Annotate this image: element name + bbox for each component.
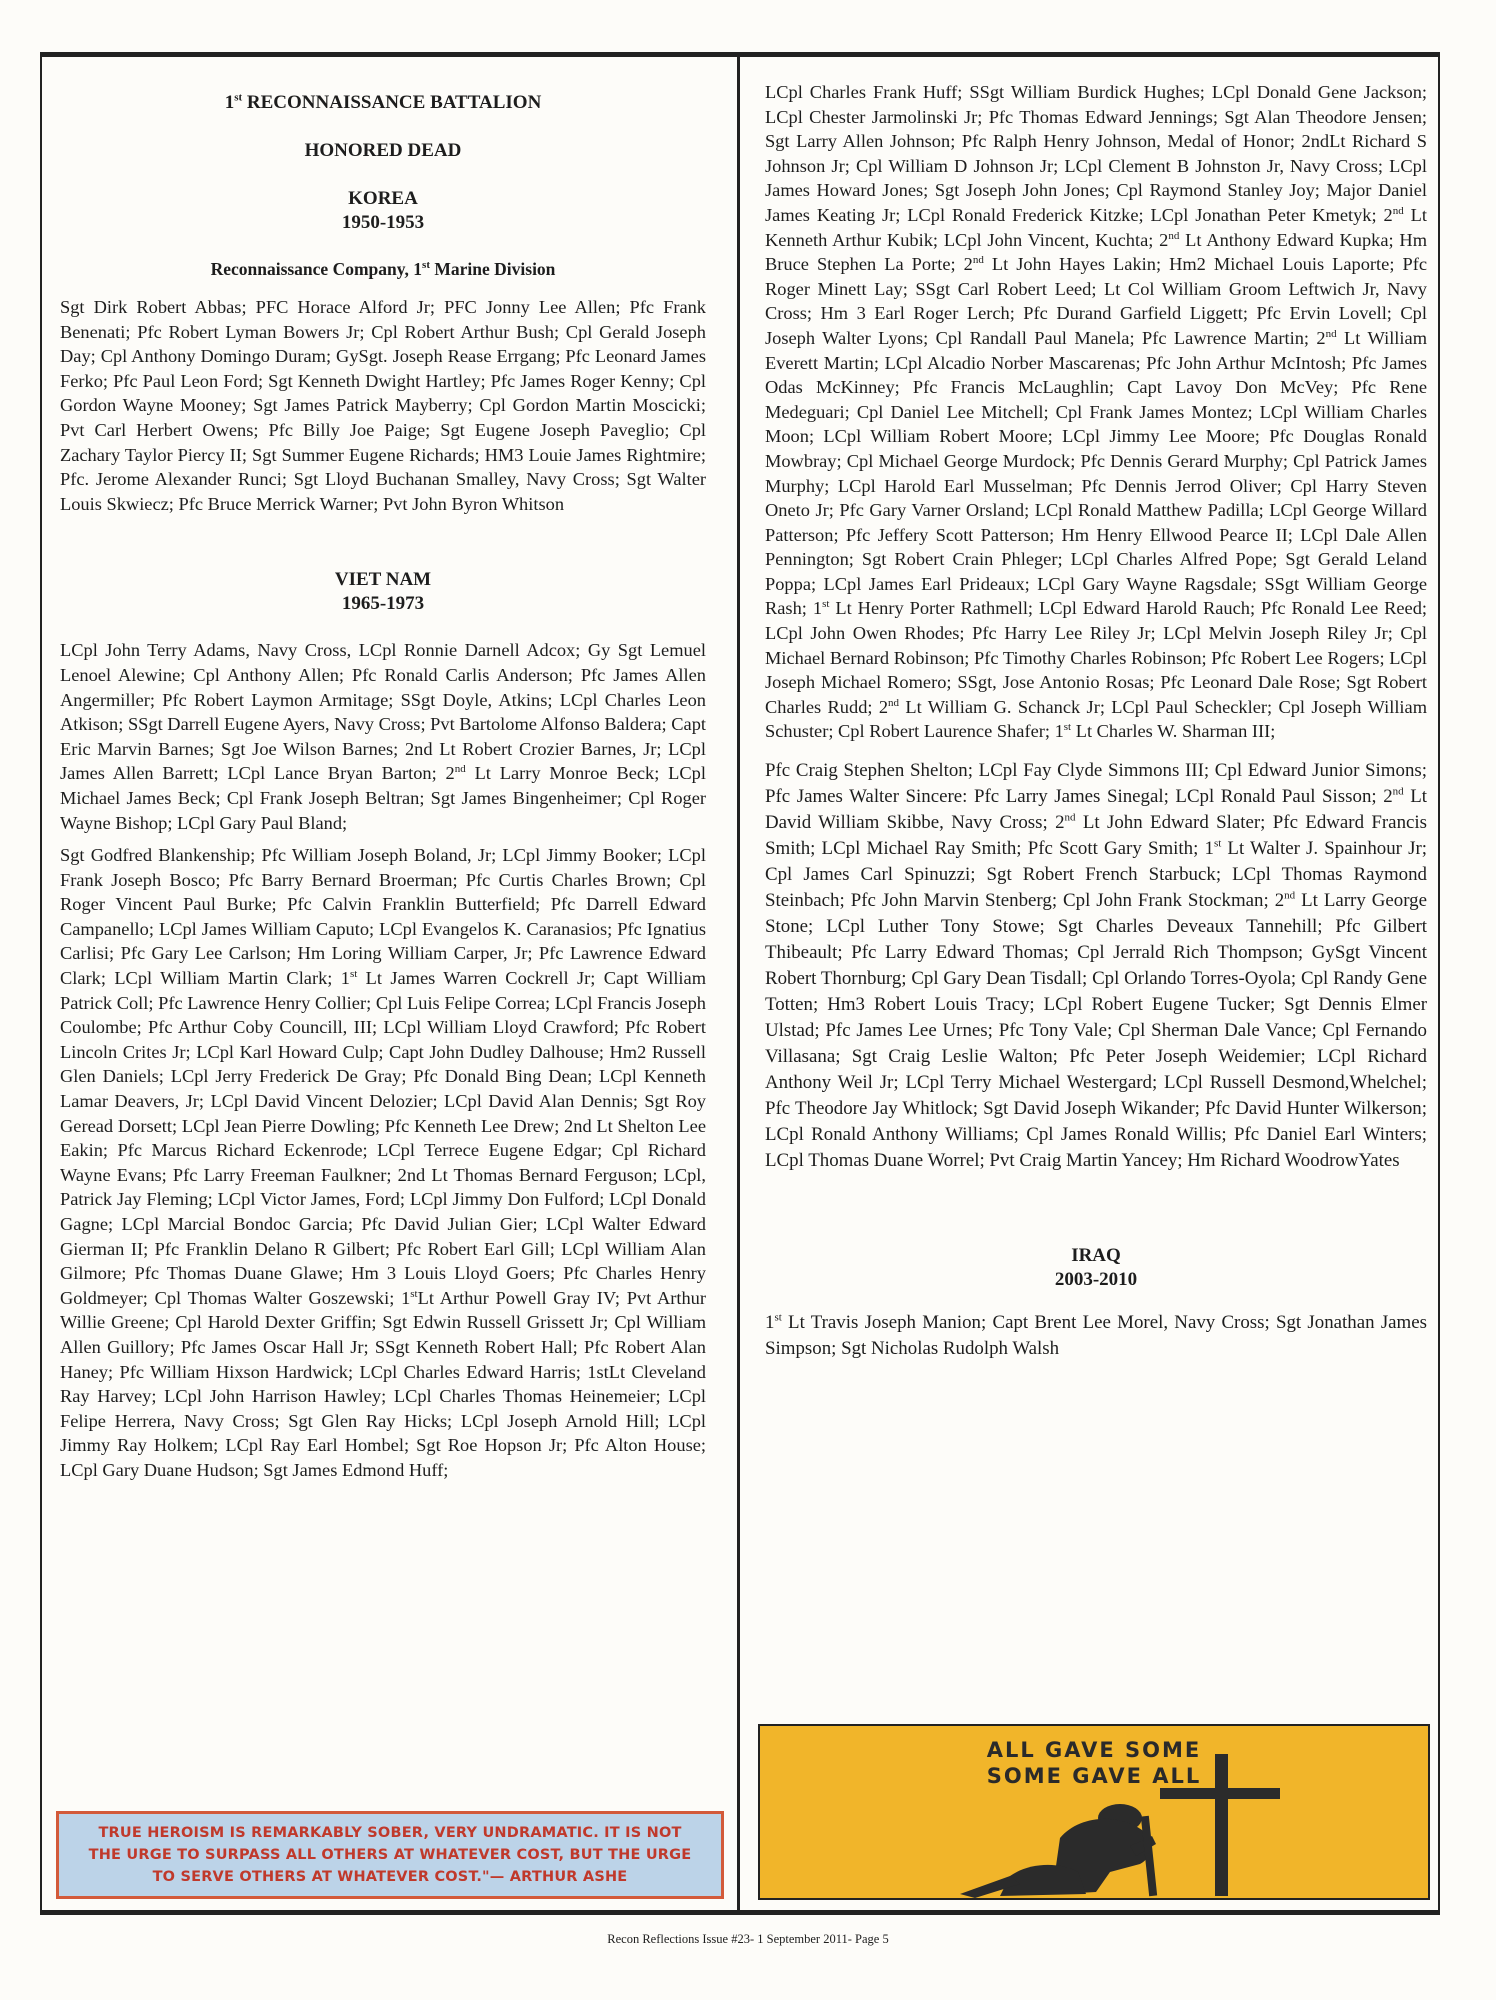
column-divider xyxy=(737,52,740,1915)
vietnam-heading: VIET NAM xyxy=(334,569,432,591)
banner-line-2: SOME GAVE ALL xyxy=(986,1764,1202,1788)
vietnam-years: 1965-1973 xyxy=(341,593,425,615)
vietnam-names-continued: LCpl Charles Frank Huff; SSgt William Burdick Hughes; LCpl Donald Gene Jackson; LCpl Chester Jarmolinski Jr; Pfc Thomas Edward Jennings; Sgt Alan Theodore Jensen; Sgt Larry Allen Johnson; Pfc Ralph Henry Johnson, Medal of Honor; 2ndLt Richard S Johnson Jr; Cpl William D Johnson Jr; LCpl Clement B Johnston Jr, Navy Cross; LCpl James Howard Jones; Sgt Joseph John Jones; Cpl Raymond Stanley Joy; Major Daniel James Keating Jr; LCpl Ronald Frederick Kitzke; LCpl Jonathan Peter Kmetyk; 2nd Lt Kenneth Arthur Kubik; LCpl John Vincent, Kuchta; 2nd Lt Anthony Edward Kupka; Hm Bruce Stephen La Porte; 2nd Lt John Hayes Lakin; Hm2 Michael Louis Laporte; Pfc Roger Minett Lay; SSgt Carl Robert Leed; Lt Col William Groom Leftwich Jr, Navy Cross; Hm 3 Earl Roger Lerch; Pfc Durand Garfield Liggett; Pfc Ervin Lovell; Cpl Joseph Walter Lyons; Cpl Randall Paul Manela; Pfc Lawrence Martin; 2nd Lt William Everett Martin; LCpl Alcadio Norber Mascarenas; Pfc John Arthur McIntosh; Pfc James Odas McKinney; Pfc Francis McLaughlin; Capt Lavoy Don McVey; Pfc Rene Medeguari; Cpl Daniel Lee Mitchell; Cpl Frank James Montez; LCpl William Charles Moon; LCpl William Robert Moore; LCpl Jimmy Lee Moore; Pfc Douglas Ronald Mowbray; Cpl Michael George Murdock; Pfc Dennis Gerard Murphy; Cpl Patrick James Murphy; LCpl Harold Earl Musselman; Pfc Dennis Jerrod Oliver; Cpl Harry Steven Oneto Jr; Pfc Gary Varner Orsland; LCpl Ronald Matthew Padilla; LCpl George Willard Patterson; Pfc Jeffery Scott Patterson; Hm Henry Ellwood Pearce II; LCpl Dale Allen Pennington; Sgt Robert Crain Phleger; LCpl Charles Alfred Pope; Sgt Gerald Leland Poppa; LCpl James Earl Prideaux; LCpl Gary Wayne Ragsdale; SSgt William George Rash; 1st Lt Henry Porter Rathmell; LCpl Edward Harold Rauch; Pfc Ronald Lee Reed; LCpl John Owen Rhodes; Pfc Harry Lee Riley Jr; LCpl Melvin Joseph Riley Jr; Cpl Michael Bernard Robinson; Pfc Timothy Charles Robinson; Pfc Robert Lee Rogers; LCpl Joseph Michael Romero; SSgt, Jose Antonio Rosas; Pfc Leonard Dale Rose; Sgt Robert Charles Rudd; 2nd Lt William G. Schanck Jr; LCpl Paul Scheckler; Cpl Joseph William Schuster; Cpl Robert Laurence Shafer; 1st Lt Charles W. Sharman III; xyxy=(765,82,1428,742)
korea-years: 1950-1953 xyxy=(341,212,425,233)
korea-unit: Reconnaissance Company, 1st Marine Division xyxy=(210,259,556,279)
iraq-names: 1st Lt Travis Joseph Manion; Capt Brent Lee Morel, Navy Cross; Sgt Jonathan James Simpson; Sgt Nicholas Rudolph Walsh xyxy=(765,1311,1427,1360)
left-column xyxy=(60,85,706,1483)
kneeling-soldier-icon xyxy=(760,1726,1430,1900)
banner-line-1: ALL GAVE SOME xyxy=(986,1738,1202,1762)
vietnam-names-final: Pfc Craig Stephen Shelton; LCpl Fay Clyde Simmons III; Cpl Edward Junior Simons; Pfc James Walter Sincere: Pfc Larry James Sinegal; LCpl Ronald Paul Sisson; 2nd Lt David William Skibbe, Navy Cross; 2nd Lt John Edward Slater; Pfc Edward Francis Smith; LCpl Michael Ray Smith; Pfc Scott Gary Smith; 1st Lt Walter J. Spainhour Jr; Cpl James Carl Spinuzzi; Sgt Robert French Starbuck; LCpl Thomas Raymond Steinbach; Pfc John Marvin Stenberg; Cpl John Frank Stockman; 2nd Lt Larry George Stone; LCpl Luther Tony Stowe; Sgt Charles Deveaux Tannehill; Pfc Gilbert Thibeault; Pfc Larry Edward Thomas; Cpl Jerrald Rich Thompson; GySgt Vincent Robert Thornburg; Cpl Gary Dean Tisdall; Cpl Orlando Torres-Oyola; Cpl Randy Gene Totten; Hm3 Robert Louis Tracy; LCpl Robert Eugene Tucker; Sgt Dennis Elmer Ulstad; Pfc James Lee Urnes; Pfc Tony Vale; Cpl Sherman Dale Vance; Cpl Fernando Villasana; Sgt Craig Leslie Walton; Pfc Peter Joseph Weidemier; LCpl Richard Anthony Weil Jr; LCpl Terry Michael Westergard; LCpl Russell Desmond,Whelchel; Pfc Theodore Jay Whitlock; Sgt David Joseph Wikander; Pfc David Hunter Wilkerson; LCpl Ronald Anthony Williams; Cpl James Ronald Willis; Pfc Daniel Earl Winters; LCpl Thomas Duane Worrel; Pvt Craig Martin Yancey; Hm Richard WoodrowYates xyxy=(765,760,1427,1172)
vietnam-names-part1: LCpl John Terry Adams, Navy Cross, LCpl Ronnie Darnell Adcox; Gy Sgt Lemuel Lenoel Alewine; Cpl Anthony Allen; Pfc Ronald Carlis Anderson; Pfc James Allen Angermiller; Pfc Robert Laymon Armitage; SSgt Doyle, Atkins; LCpl Charles Leon Atkison; SSgt Darrell Eugene Ayers, Navy Cross; Pvt Bartolome Alfonso Baldera; Capt Eric Marvin Barnes; Sgt Joe Wilson Barnes; 2nd Lt Robert Crozier Barnes, Jr; LCpl James Allen Barrett; LCpl Lance Bryan Barton; 2nd Lt Larry Monroe Beck; LCpl Michael James Beck; Cpl Frank Joseph Beltran; Sgt James Bingenheimer; Cpl Roger Wayne Bishop; LCpl Gary Paul Bland; xyxy=(60,640,706,833)
quote-box xyxy=(56,1811,724,1899)
battalion-title: 1st RECONNAISSANCE BATTALION xyxy=(224,91,542,113)
iraq-heading: IRAQ xyxy=(1071,1245,1121,1267)
vietnam-names-part2: Sgt Godfred Blankenship; Pfc William Joseph Boland, Jr; LCpl Jimmy Booker; LCpl Frank Joseph Bosco; Pfc Barry Bernard Broerman; Pfc Curtis Charles Brown; Cpl Roger Vincent Paul Burke; Pfc Calvin Franklin Butterfield; Pfc Darrell Edward Campanello; LCpl James William Caputo; LCpl Evangelos K. Caranasios; Pfc Ignatius Carlisi; Pfc Gary Lee Carlson; Hm Loring William Carper, Jr; Pfc Lawrence Edward Clark; LCpl William Martin Clark; 1st Lt James Warren Cockrell Jr; Capt William Patrick Coll; Pfc Lawrence Henry Collier; Cpl Luis Felipe Correa; LCpl Francis Joseph Coulombe; Pfc Arthur Coby Councill, III; LCpl William Lloyd Crawford; Pfc Robert Lincoln Crites Jr; LCpl Karl Howard Culp; Capt John Dudley Dalhouse; Hm2 Russell Glen Daniels; LCpl Jerry Frederick De Gray; Pfc Donald Bing Dean; LCpl Kenneth Lamar Deavers, Jr; LCpl David Vincent Delozier; LCpl David Alan Dennis; Sgt Roy Geread Dorsett; LCpl Jean Pierre Dowling; Pfc Kenneth Lee Drew; 2nd Lt Shelton Lee Eakin; Pfc Marcus Richard Eckenrode; LCpl Terrece Eugene Edgar; Cpl Richard Wayne Evans; Pfc Larry Freeman Faulkner; 2nd Lt Thomas Bernard Ferguson; LCpl, Patrick Jay Fleming; LCpl Victor James, Ford; LCpl Jimmy Don Fulford; LCpl Donald Gagne; LCpl Marcial Bondoc Garcia; Pfc David Julian Gier; LCpl Walter Edward Gierman II; Pfc Franklin Delano R Gilbert; Pfc Robert Earl Gill; LCpl William Alan Gilmore; Pfc Thomas Duane Glawe; Hm 3 Louis Lloyd Goers; Pfc Charles Henry Goldmeyer; Cpl Thomas Walter Goszewski; 1stLt Arthur Powell Gray IV; Pvt Arthur Willie Greene; Cpl Harold Dexter Griffin; Sgt Edwin Russell Grissett Jr; Cpl William Allen Guillory; Pfc James Oscar Hall Jr; SSgt Kenneth Robert Hall; Pfc Robert Alan Haney; Pfc William Hixson Hardwick; LCpl Charles Edward Harris; 1stLt Cleveland Ray Harvey; LCpl John Harrison Hawley; LCpl Charles Thomas Heinemeier; LCpl Felipe Herrera, Navy Cross; Sgt Glen Ray Hicks; LCpl Joseph Arnold Hill; LCpl Jimmy Ray Holkem; LCpl Ray Earl Hombel; Sgt Roe Hopson Jr; Pfc Alton House; LCpl Gary Duane Hudson; Sgt James Edmond Huff; xyxy=(60,845,707,1480)
arthur-ashe-quote: TRUE HEROISM IS REMARKABLY SOBER, VERY UNDRAMATIC. IT IS NOT THE URGE TO SURPASS ALL OTHERS AT WHATEVER COST, BUT THE URGE TO SERVE OTHERS AT WHATEVER COST."— ARTHUR ASHE xyxy=(88,1825,692,1885)
honored-dead-heading: HONORED DEAD xyxy=(304,140,462,161)
memorial-banner xyxy=(758,1724,1430,1900)
korea-names: Sgt Dirk Robert Abbas; PFC Horace Alford Jr; PFC Jonny Lee Allen; Pfc Frank Benenati; Pfc Robert Lyman Bowers Jr; Cpl Robert Arthur Bush; Cpl Gerald Joseph Day; Cpl Anthony Domingo Duram; GySgt. Joseph Rease Errgang; Pfc Leonard James Ferko; Pfc Paul Leon Ford; Sgt Kenneth Dwight Hartley; Pfc James Roger Kenny; Cpl Gordon Wayne Mooney; Sgt James Patrick Mayberry; Cpl Gordon Martin Moscicki; Pvt Carl Herbert Owens; Pfc Billy Joe Paige; Sgt Eugene Joseph Paveglio; Cpl Zachary Taylor Piercy II; Sgt Summer Eugene Richards; HM3 Louie James Rightmire; Pfc. Jerome Alexander Runci; Sgt Lloyd Buchanan Smalley, Navy Cross; Sgt Walter Louis Skwiecz; Pfc Bruce Merrick Warner; Pvt John Byron Whitson xyxy=(60,297,706,514)
right-column xyxy=(765,80,1427,1362)
korea-heading: KOREA xyxy=(348,188,418,209)
page-footer: Recon Reflections Issue #23- 1 September 2011- Page 5 xyxy=(607,1932,889,1946)
iraq-years: 2003-2010 xyxy=(1054,1269,1138,1291)
